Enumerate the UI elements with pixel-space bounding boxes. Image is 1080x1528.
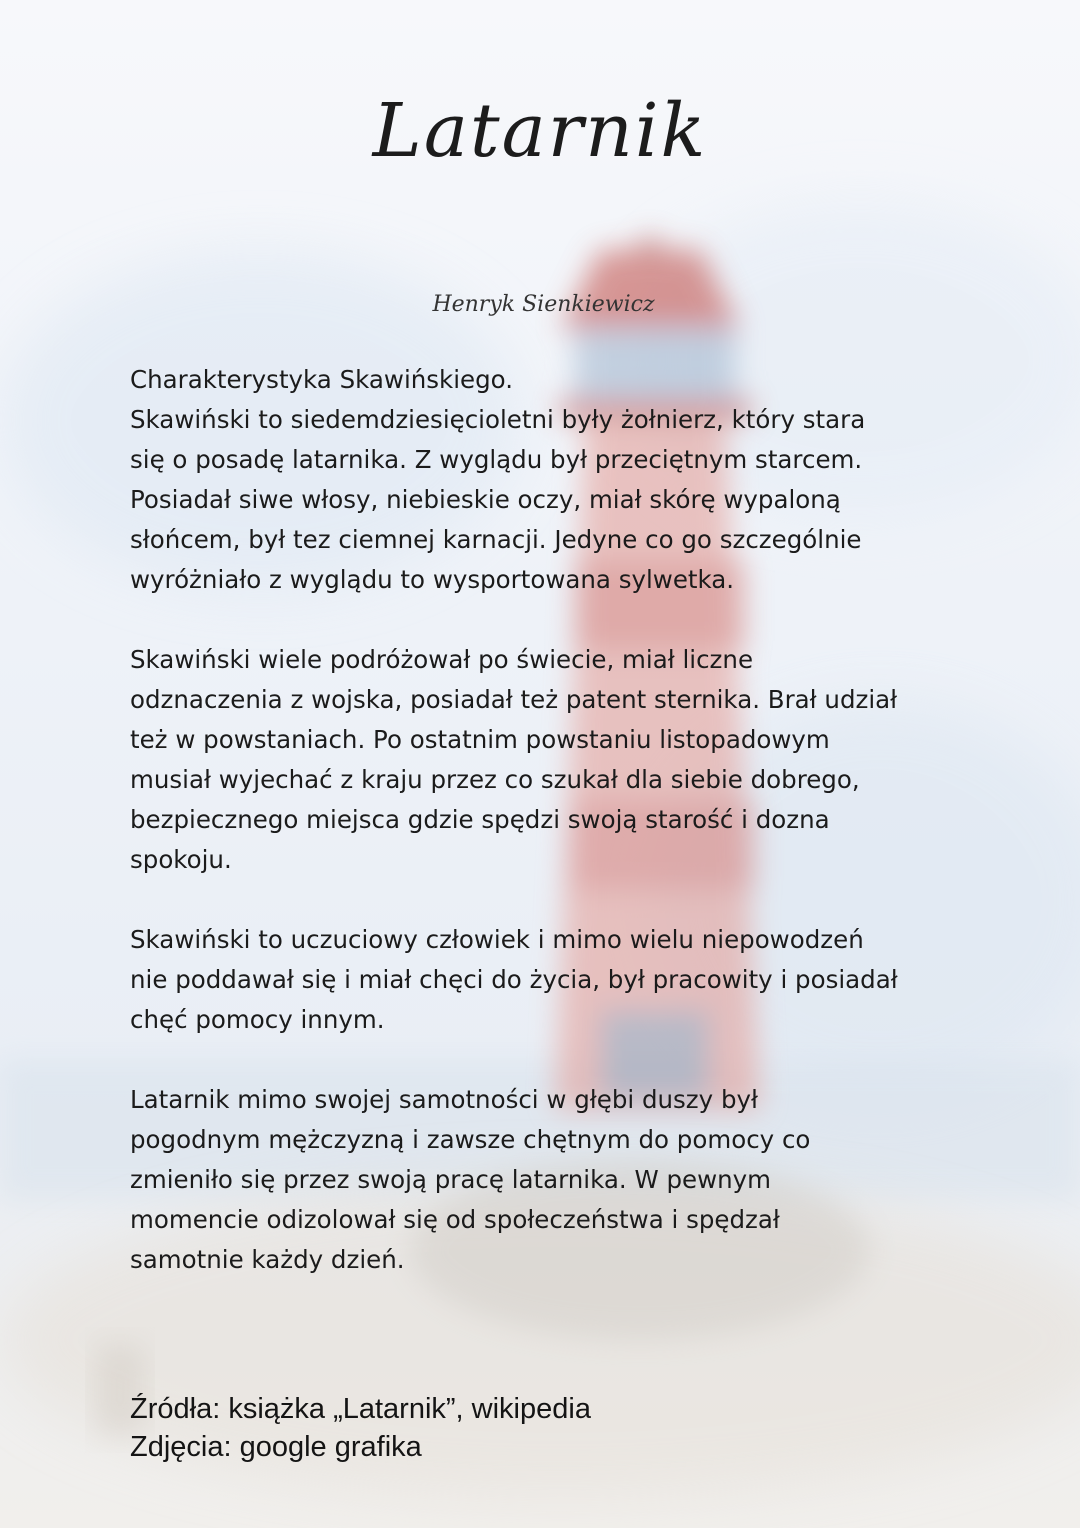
paragraph-spacer xyxy=(130,880,980,920)
paragraph-spacer xyxy=(130,1040,980,1080)
document-title: Latarnik xyxy=(372,88,708,174)
paragraph-travels: Skawiński wiele podróżował po świecie, miał liczne odznaczenia z wojska, posiadał też patent sternika. Brał udział też w powstaniach. Po ostatnim powstaniu listopadowym musiał wyjechać z kraju przez co szukał dla siebie dobrego, bezpiecznego miejsca gdzie spędzi swoją starość i dozna spokoju. xyxy=(130,645,898,874)
paragraph-spacer xyxy=(130,600,980,640)
paragraph-characteristics-intro: Charakterystyka Skawińskiego. Skawiński to siedemdziesięcioletni były żołnierz, który stara się o posadę latarnika. Z wyglądu był przeciętnym starcem. Posiadał siwe włosy, niebieskie oczy, miał skórę wypaloną słońcem, był tez ciemnej karnacji. Jedyne co go szczególnie wyróżniało z wyglądu to wysportowana sylwetka. xyxy=(130,365,866,594)
document-body xyxy=(130,360,980,1280)
paragraph-character: Skawiński to uczuciowy człowiek i mimo wielu niepowodzeń nie poddawał się i miał chęci do życia, był pracowity i posiadał chęć pomocy innym. xyxy=(130,925,898,1034)
sources-line: Źródła: książka „Latarnik”, wikipedia xyxy=(130,1393,591,1425)
paragraph-loneliness: Latarnik mimo swojej samotności w głębi duszy był pogodnym mężczyzną i zawsze chętnym do pomocy co zmieniło się przez swoją pracę latarnika. W pewnym momencie odizolował się od społeczeństwa i spędzał samotnie każdy dzień. xyxy=(130,1085,811,1274)
document-author: Henryk Sienkiewicz xyxy=(432,292,655,317)
images-credit-line: Zdjęcia: google grafika xyxy=(130,1431,422,1463)
sources-section xyxy=(130,1390,930,1466)
